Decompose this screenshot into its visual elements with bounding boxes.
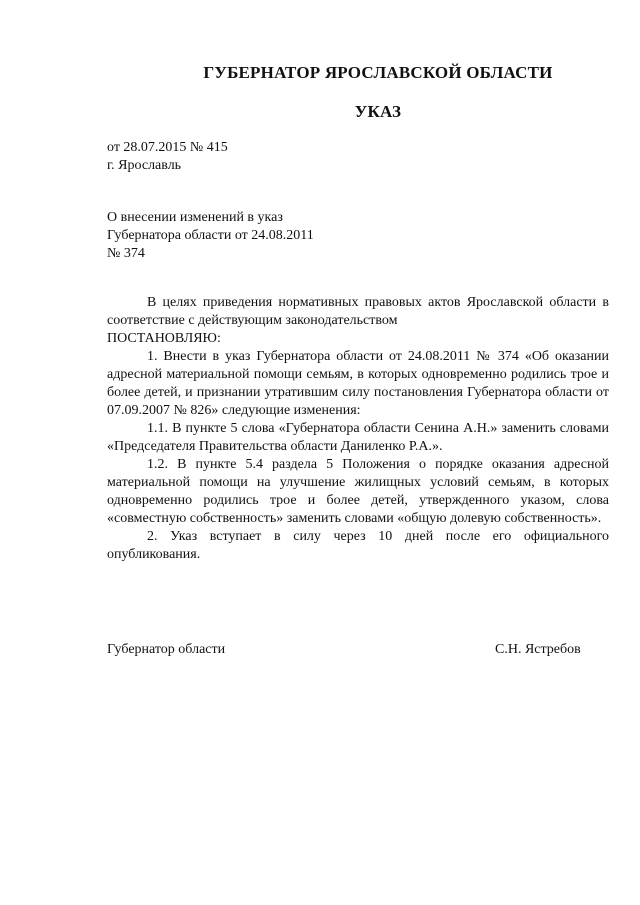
item-2: 2. Указ вступает в силу через 10 дней после его официального опубликования. bbox=[107, 529, 609, 562]
signature-role: Губернатор области bbox=[107, 642, 226, 657]
item-1-2: 1.2. В пункте 5.4 раздела 5 Положения о порядке оказания адресной материальной помощи на улучшение жилищных условий семьям, в которых одновременно родились трое и более детей, утвержденного указом, слова «совместную собственность» заменить словами «общую долевую собственность». bbox=[107, 457, 609, 526]
item-1-1: 1.1. В пункте 5 слова «Губернатора области Сенина А.Н.» заменить словами «Председателя Правительства области Даниленко Р.А.». bbox=[107, 421, 609, 454]
signature-name: С.Н. Ястребов bbox=[495, 642, 581, 657]
preamble: В целях приведения нормативных правовых актов Ярославской области в соответствие с действующим законодательством bbox=[107, 295, 609, 328]
document-type: УКАЗ bbox=[354, 102, 402, 121]
document-body bbox=[107, 294, 609, 564]
subject-line-2: Губернатора области от 24.08.2011 bbox=[107, 228, 314, 243]
date-number: от 28.07.2015 № 415 bbox=[107, 140, 228, 155]
subject-line-1: О внесении изменений в указ bbox=[107, 210, 283, 225]
city: г. Ярославль bbox=[107, 158, 182, 173]
document-heading: ГУБЕРНАТОР ЯРОСЛАВСКОЙ ОБЛАСТИ bbox=[203, 63, 553, 82]
decree-word: ПОСТАНОВЛЯЮ: bbox=[107, 331, 221, 346]
item-1: 1. Внести в указ Губернатора области от 24.08.2011 № 374 «Об оказании адресной материальной помощи семьям, в которых одновременно родились трое и более детей, и признании утратившим силу постановления Губернатора области от 07.09.2007 № 826» следующие изменения: bbox=[107, 349, 609, 418]
subject-line-3: № 374 bbox=[107, 246, 145, 261]
